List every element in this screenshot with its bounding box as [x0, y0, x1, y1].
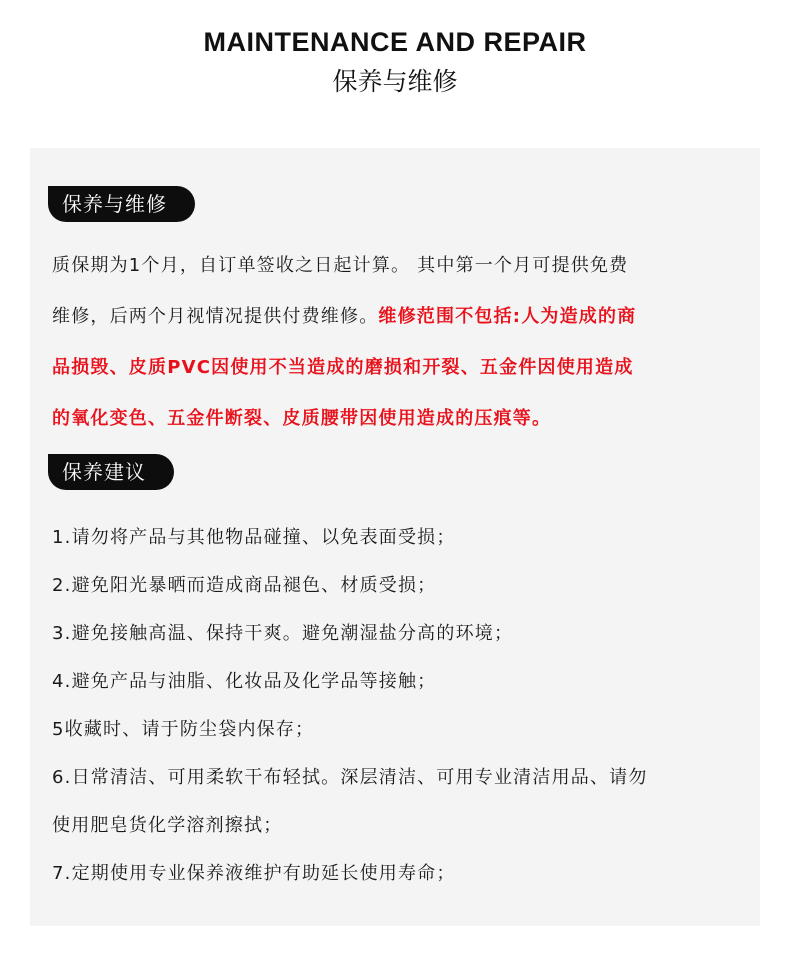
care-tips-list [52, 514, 752, 898]
care-tip-item: 6.日常清洁、可用柔软干布轻拭。深层清洁、可用专业清洁用品、请勿 [52, 767, 648, 788]
warranty-line-2-normal: 维修，后两个月视情况提供付费维修。 [52, 306, 379, 327]
warranty-paragraph [52, 240, 742, 444]
warranty-exclusion-start: 维修范围不包括:人为造成的商 [378, 306, 637, 327]
care-tip-item: 使用肥皂货化学溶剂擦拭； [52, 815, 283, 836]
section-label-warranty: 保养与维修 [48, 186, 195, 222]
section-label-care-tips: 保养建议 [48, 454, 174, 490]
page-title-chinese: 保养与维修 [332, 67, 458, 96]
care-tip-item: 1.请勿将产品与其他物品碰撞、以免表面受损； [52, 527, 456, 548]
care-tip-item: 2.避免阳光暴晒而造成商品褪色、材质受损； [52, 575, 437, 596]
content-panel [30, 148, 760, 926]
warranty-line-1: 质保期为1个月，自订单签收之日起计算。 其中第一个月可提供免费 [52, 255, 629, 276]
page-header [0, 24, 790, 100]
care-tip-item: 3.避免接触高温、保持干爽。避免潮湿盐分高的环境； [52, 623, 514, 644]
care-tip-item: 4.避免产品与油脂、化妆品及化学品等接触； [52, 671, 437, 692]
warranty-line-2 [52, 291, 742, 342]
care-tip-item: 5收藏时、请于防尘袋内保存； [52, 719, 315, 740]
care-tip-item: 7.定期使用专业保养液维护有助延长使用寿命； [52, 863, 456, 884]
warranty-exclusion-line-3: 品损毁、皮质PVC因使用不当造成的磨损和开裂、五金件因使用造成 [52, 357, 634, 378]
warranty-exclusion-line-4: 的氧化变色、五金件断裂、皮质腰带因使用造成的压痕等。 [52, 408, 552, 429]
page-title-english: MAINTENANCE AND REPAIR [203, 27, 587, 57]
